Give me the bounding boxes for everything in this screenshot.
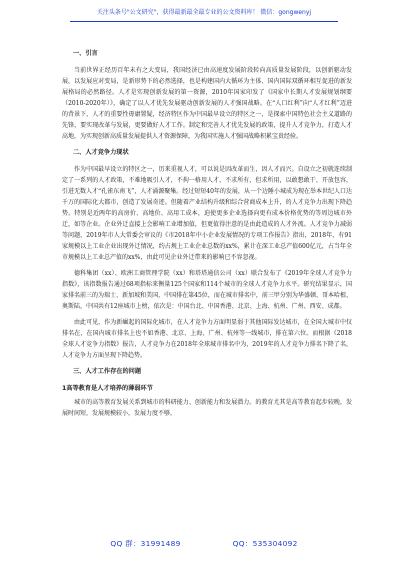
footer-contact bbox=[0, 538, 408, 549]
status-paragraph-3: 由此可见，作为新崛起的国际化城市，在人才竞争力方面明显弱于其他国际发达城市，在全国大城市中仅排名在，在国内城市排名上也不如香港、北京、上海、广州、杭州等一线城市，排在第六位。而根据《2018全球人才竞争力指数》报告，人才竞争力在2018年全球城市排名中为，2019年的人才竞争力排名下降了名，人才竞争力方面呈现下降趋势。 bbox=[62, 319, 352, 359]
header-divider bbox=[70, 21, 338, 22]
status-paragraph-1: 作为中国最早设立的特区之一，历来重视人才，可以说是因改革而生，因人才而兴。自设立之初就连续制定了一系列的人才政策，不难地吸引人才，不拘一格用人才，不求所有，但求所用，以敢想敢干、开放包容，引进无数人才“孔雀东南飞”，人才涌源聚集。经过短短40年的发展，从一个边陲小城成为现在举本世纪人口达千万的国际化大都市，创造了发展奇迹。但随着产业结构升级和综合营商成本上升，的人才竞争力出现下降趋势。特别是近两年的高房价、高地价、高用工成本，迫使更多企业选择向更有成本价格优势的等周边城市外迁，如等企业。企业外迁直接上会影响工业增加值，但更值得注意的是由此造成的人才外流。人才竞争力减弱等问题，2019年市人大常委会审议的《市2018年中小企业发展情况的专项工作报告》指出，2018年，有91家规模以上工业企业出现外迁情况，约占规上工业企业总数的xx%，累计在深工业总产值600亿元，占当年全市规模以上工业总产值的xx%，由此可见企业外迁带来的影响已不容忽视。 bbox=[62, 166, 352, 261]
footer-qq-group: QQ 群：31991489 bbox=[110, 539, 181, 548]
section-heading-problems: 三、人才工作存在的问题 bbox=[73, 368, 142, 375]
problems-paragraph: 城市的高等教育发展关系到城市的科研能力、创新能力和发展潜力。的教育尤其是高等教育起步较晚，发展时间短，发展规模较小，发展力度不够， bbox=[62, 399, 352, 417]
intro-paragraph: 当前世界正经历百年未有之大变局，我国经济已由高速度发展阶段转向高质量发展阶段，以创新驱动发展，以发展应对变局，是新形势下的必然选择，也是构建国内大循环为主体、国内国际双循环相互促进的新发展格局的必然路径。人才是实现创新发展的第一资源，2010年国家印发了《国家中长期人才发展规划纲要（2010-2020年）》，确定了以人才优先发展驱动创新发展的人才强国战略。在“人口红利”向“人才红利”迈进的背景下，人才的重要性毋庸置疑，经济特区作为中国最早设立的特区之一，是探索中国特色社会主义道路的先锋，要实现改革与发展，更要做好人才工作。制定和完善人才优先发展的政策，提升人才竞争力，打造人才高地，为实现创新高质量发展提供人才资源保障，为我国实施人才强国战略积累宝贵经验。 bbox=[62, 67, 352, 140]
status-paragraph-2: 德科集团（xx）、欧洲工商管理学院（xx）和塔塔通信公司（xx）联合发布了《2019年全球人才竞争力指数》，该指数报告通过68项指标来衡量125个国家和114个城市的全球人才竞争力水平。研究结果显示，国家排名前三的为瑞士、新加坡和美国，中国排在第45位，而在城市排名中，前三甲分别为华盛顿、哥本哈根、奥斯陆，中国共有12座城市上榜，依次是：中国台北、中国香港、北京、上海、杭州、广州、西安、成都。 bbox=[62, 270, 352, 310]
section-heading-introduction: 一、引言 bbox=[73, 50, 98, 57]
section-heading-talent-status: 二、人才竞争力现状 bbox=[73, 149, 129, 156]
document-body bbox=[62, 48, 352, 424]
subsection-heading-higher-education: 1高等教育是人才培养的薄弱环节 bbox=[62, 385, 153, 392]
header-banner: 关注头条号"公文研究"，获得最新最全最专业的公文资料库！ 微信：gongwenyj bbox=[96, 9, 312, 16]
footer-qq-number: QQ：535304092 bbox=[232, 539, 298, 548]
